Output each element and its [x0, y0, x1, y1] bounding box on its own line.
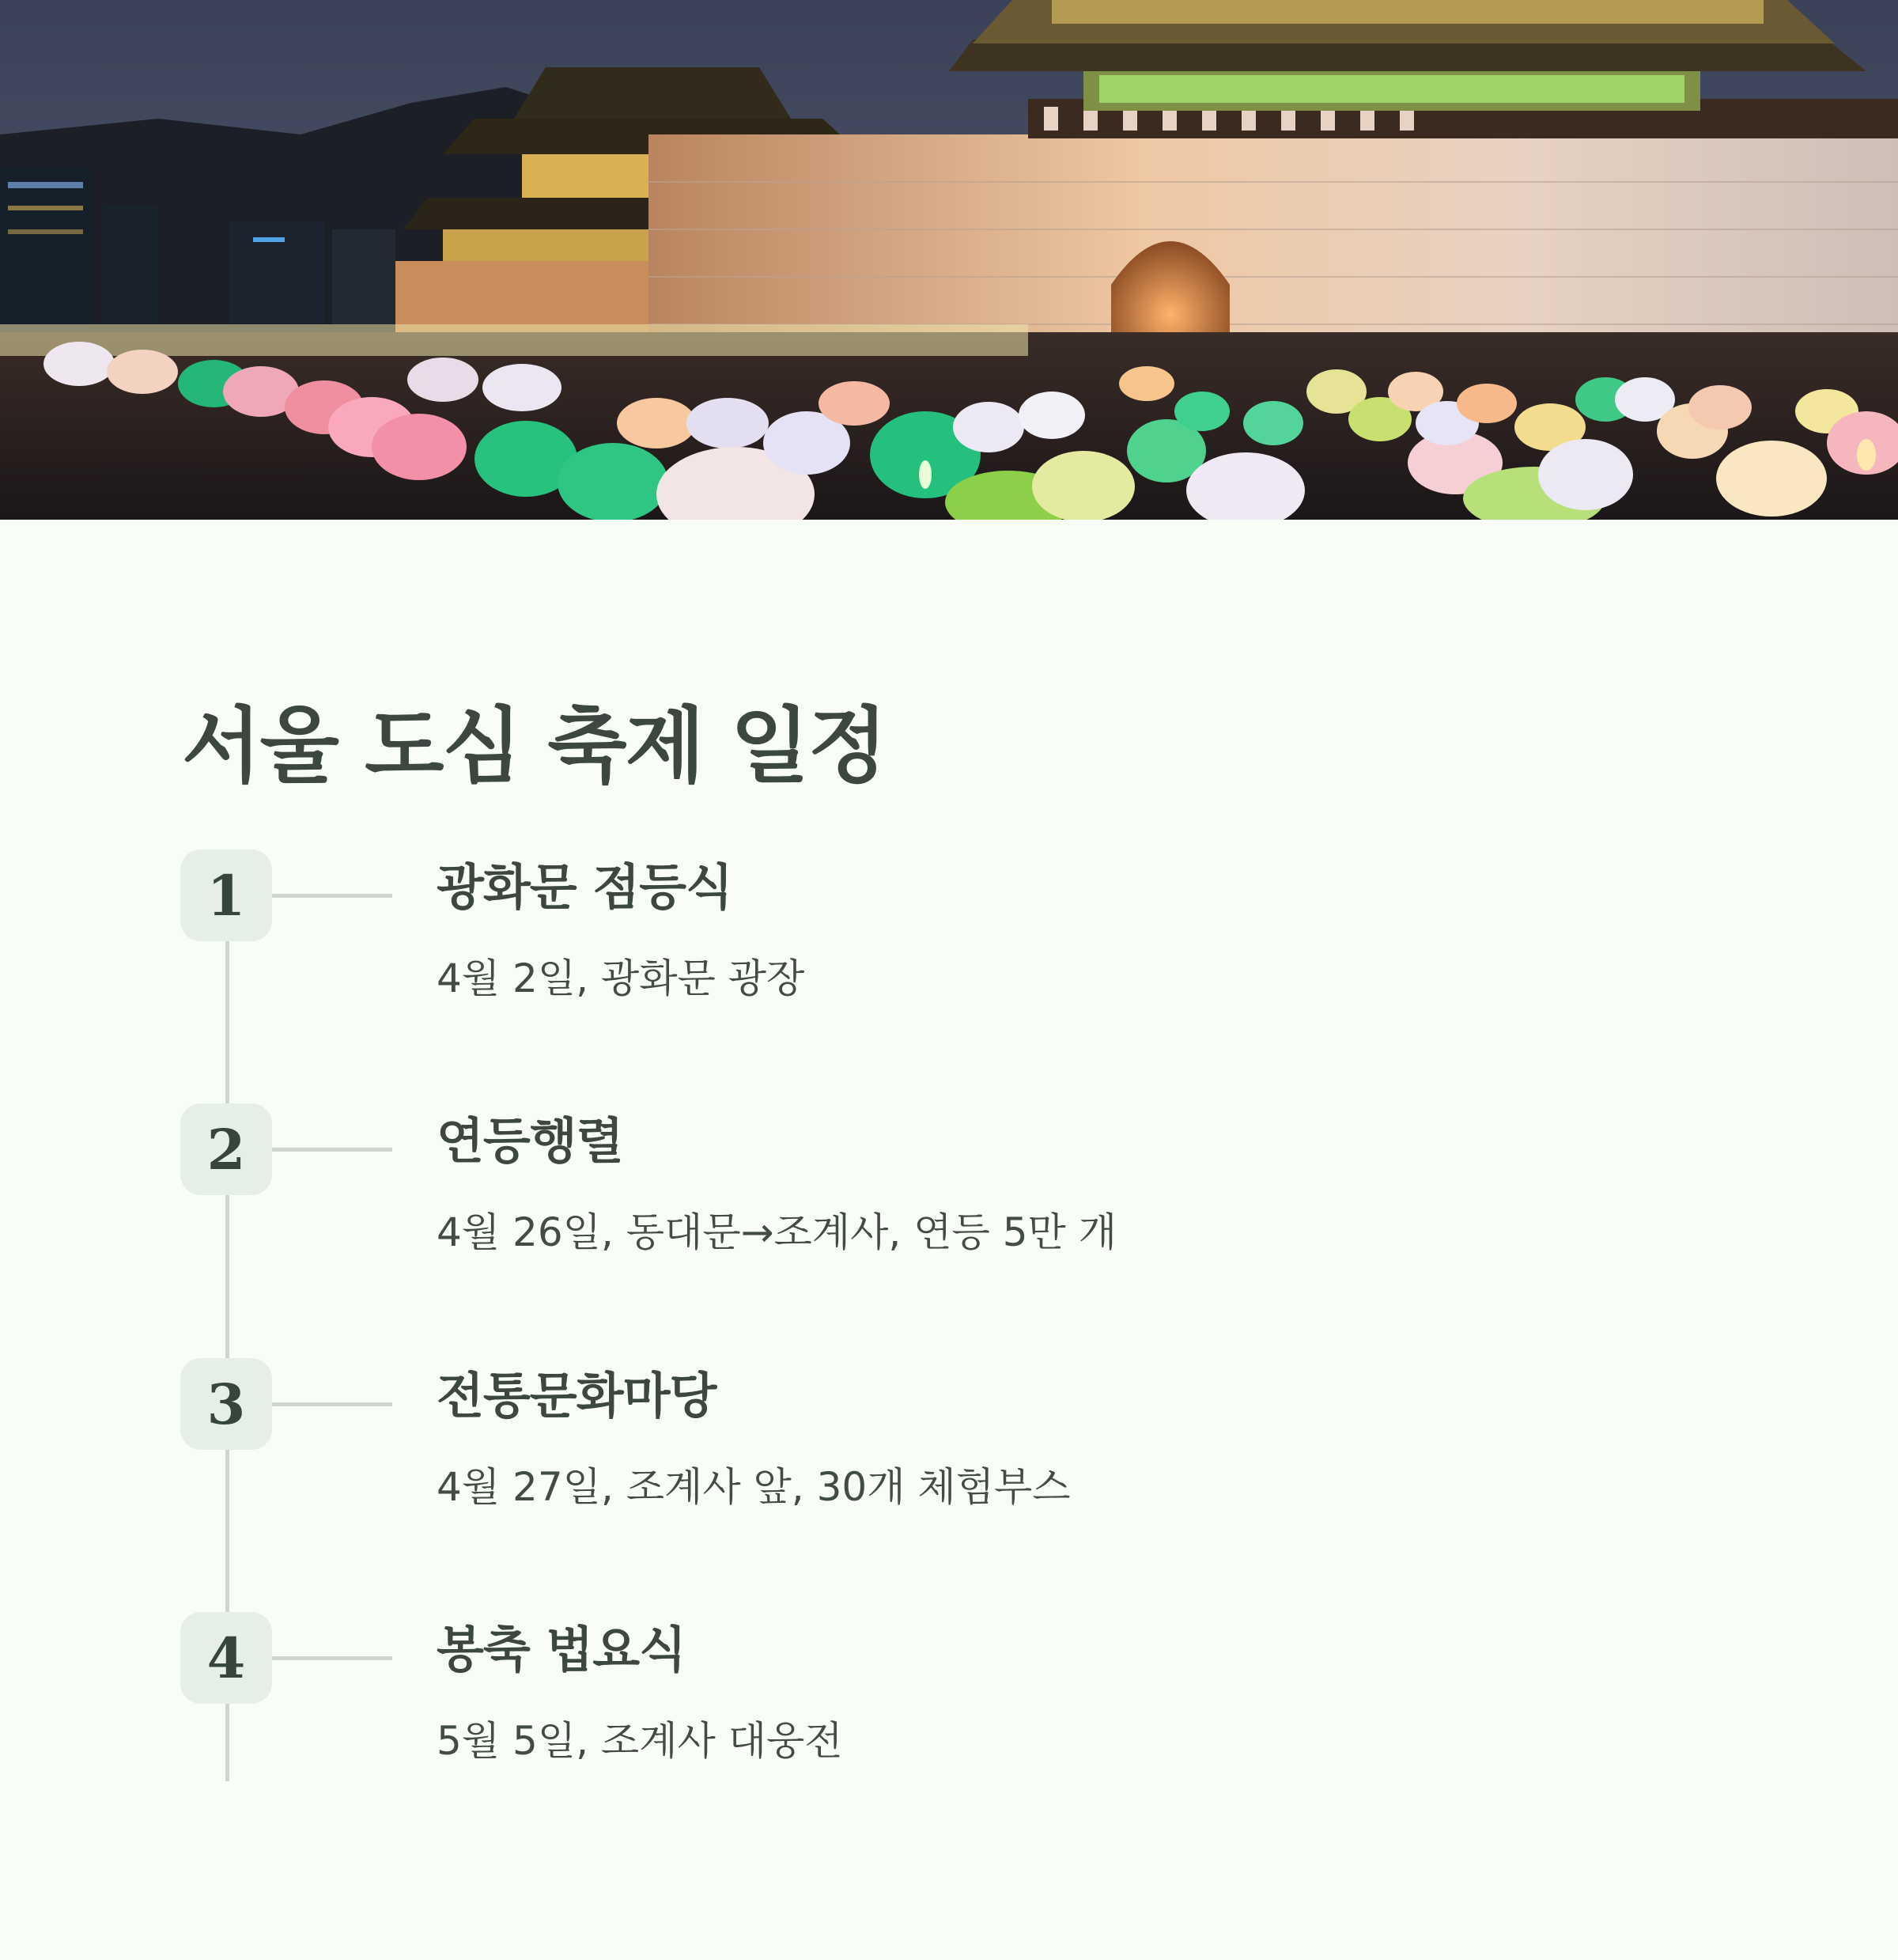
event-title: 광화문 점등식 [437, 858, 732, 916]
timeline-item [0, 1358, 1898, 1548]
event-title: 봉축 법요식 [437, 1621, 686, 1678]
timeline-item [0, 1612, 1898, 1802]
event-title: 연등행렬 [437, 1112, 623, 1170]
event-detail: 4월 26일, 동대문→조계사, 연등 5만 개 [437, 1209, 1117, 1255]
step-number-badge: 2 [180, 1103, 272, 1195]
step-number-badge: 4 [180, 1612, 272, 1704]
page-title: 서울 도심 축제 일정 [182, 698, 887, 794]
event-detail: 5월 5일, 조계사 대웅전 [437, 1718, 843, 1764]
event-detail: 4월 2일, 광화문 광장 [437, 955, 805, 1001]
timeline-connector [272, 894, 392, 898]
event-detail: 4월 27일, 조계사 앞, 30개 체험부스 [437, 1464, 1071, 1510]
step-number-badge: 1 [180, 849, 272, 941]
timeline-connector [272, 1656, 392, 1660]
step-number-badge: 3 [180, 1358, 272, 1450]
timeline-connector [272, 1402, 392, 1406]
timeline-item [0, 1103, 1898, 1293]
timeline-item [0, 849, 1898, 1039]
event-title: 전통문화마당 [437, 1367, 716, 1425]
timeline-connector [272, 1148, 392, 1152]
